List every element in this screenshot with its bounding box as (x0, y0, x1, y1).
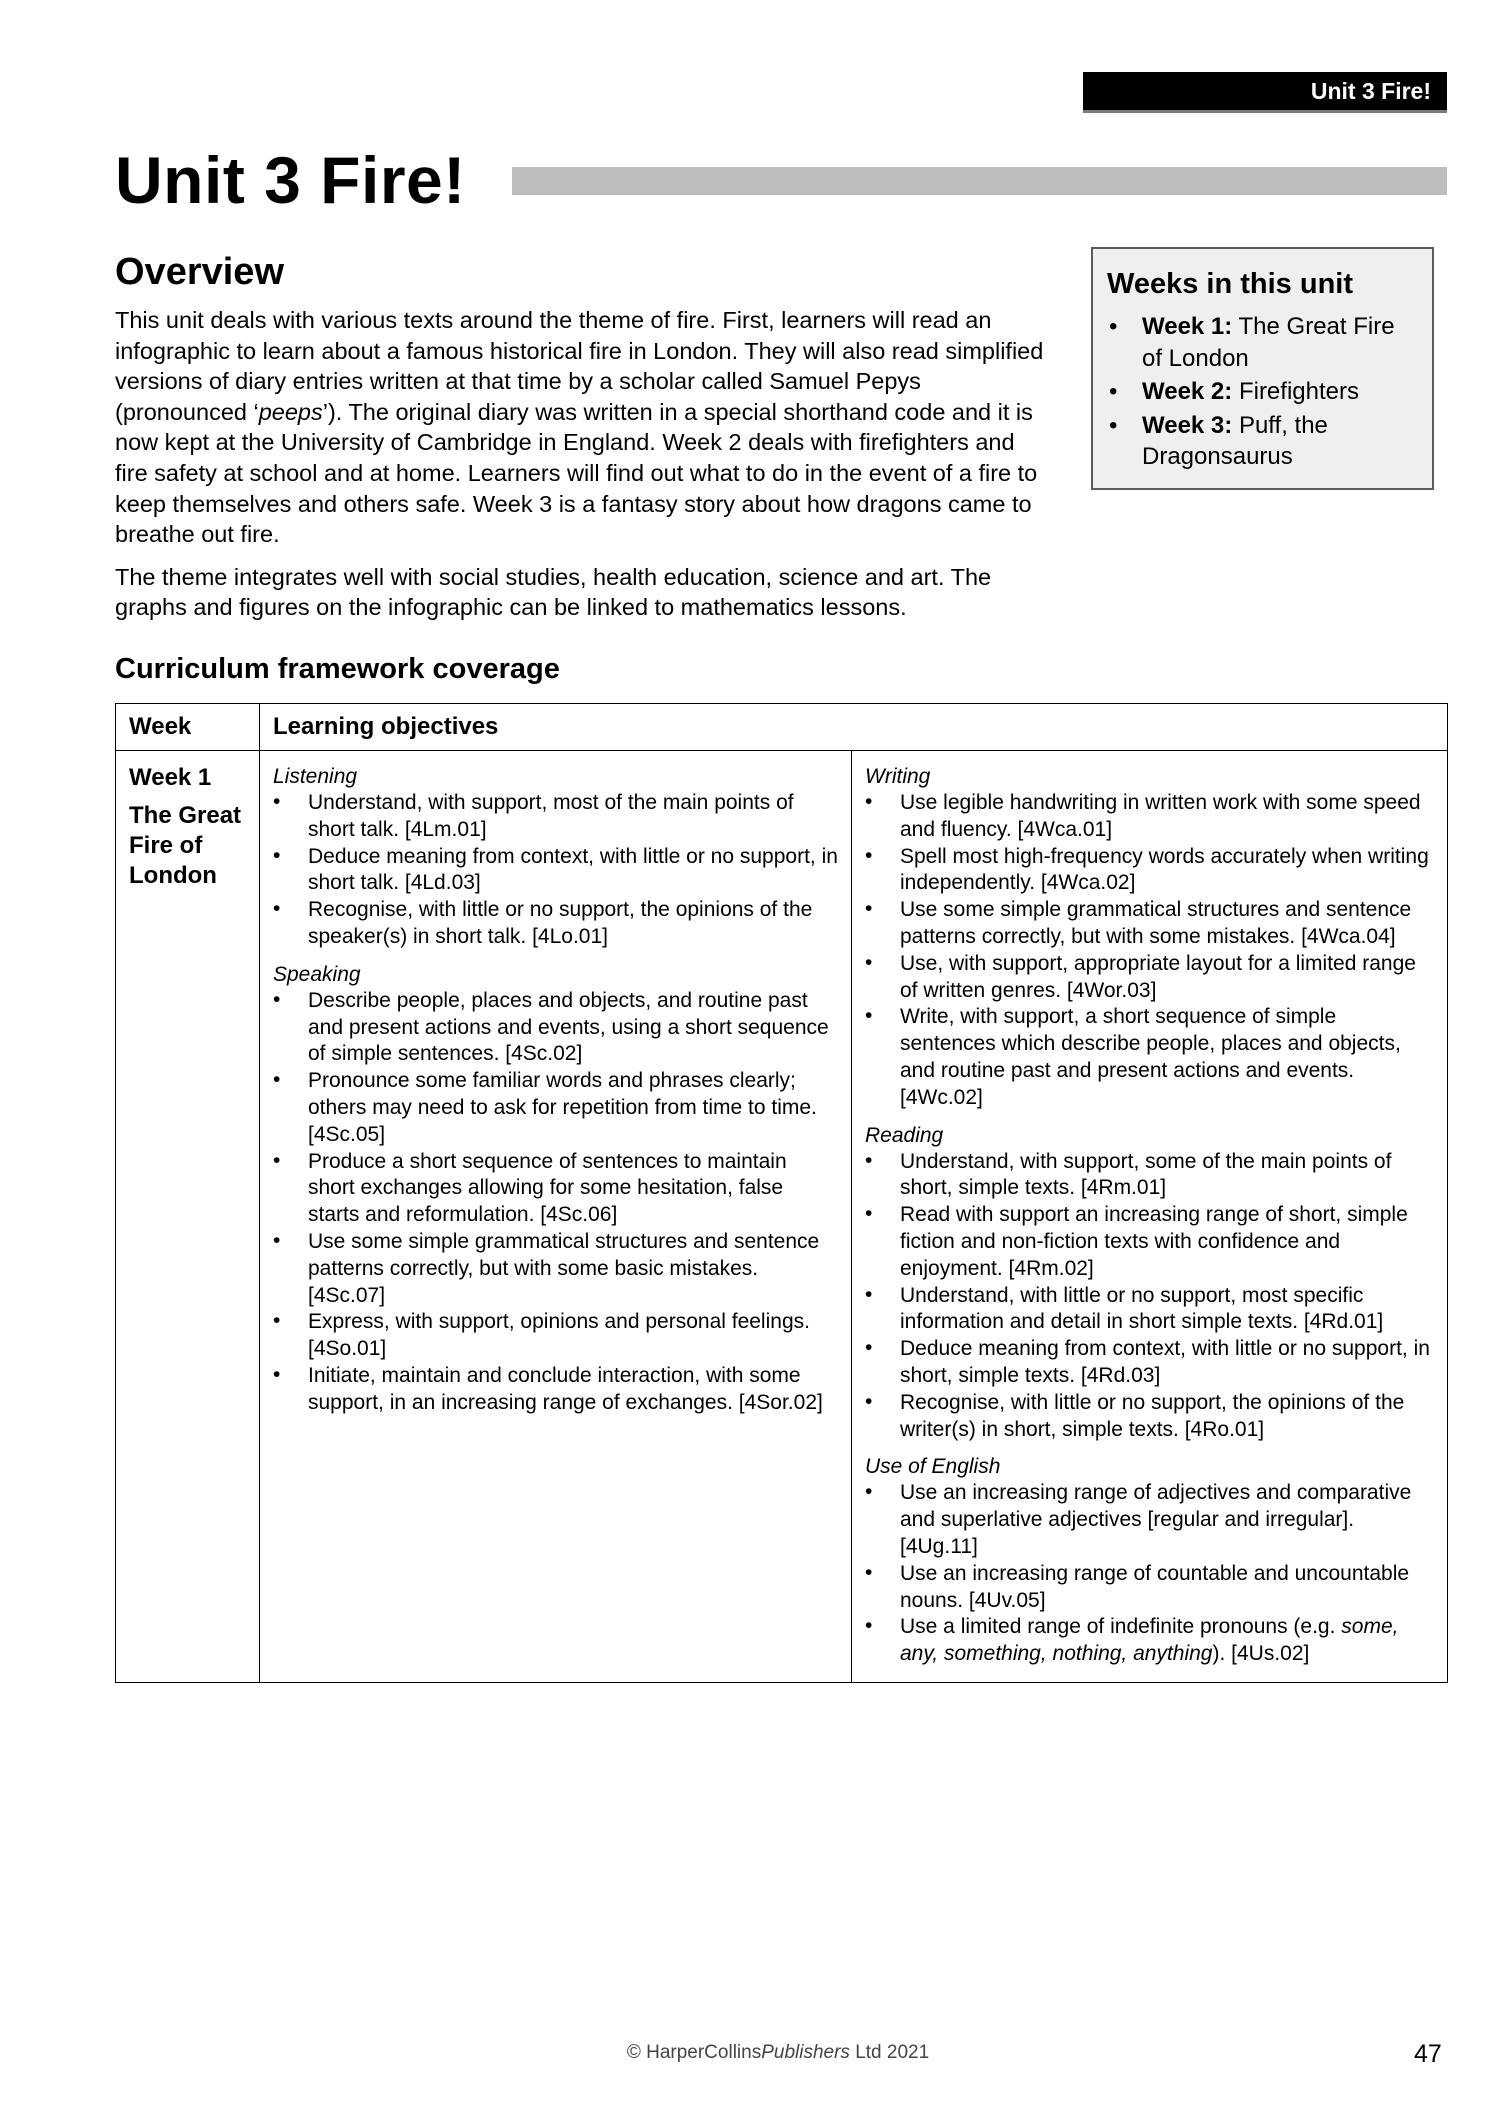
objective-item: • Use, with support, appropriate layout for a limited range of written genres. [4Wor.03] (865, 951, 1434, 1005)
objectives-left-cell (260, 751, 852, 1683)
objectives-right-cell (852, 751, 1448, 1683)
section-speaking-title: Speaking (273, 962, 361, 986)
overview-paragraph-1: This unit deals with various texts around the theme of fire. First, learners will read an infographic to learn about a famous historical fire in London. They will also read simplified versions of diary entries written at that time by a scholar called Samuel Pepys (pronounced ‘peeps’). The original diary was written in a special shorthand code and it is now kept at the University of Cambridge in England. Week 2 deals with firefighters and fire safety at school and at home. Learners will find out what to do in the event of a fire to keep themselves and others safe. Week 3 is a fantasy story about how dragons came to breathe out fire. (115, 307, 1044, 548)
objective-item: • Write, with support, a short sequence of simple sentences which describe people, places and objects, and routine past and present actions and events. [4Wc.02] (865, 1004, 1434, 1111)
week-cell (116, 751, 260, 1683)
overview-heading: Overview (115, 251, 284, 293)
objective-item: • Use some simple grammatical structures and sentence patterns correctly, but with some mistakes. [4Wca.04] (865, 897, 1434, 951)
objective-item: • Use an increasing range of countable and uncountable nouns. [4Uv.05] (865, 1561, 1434, 1615)
unit-tab-rule (1083, 110, 1447, 113)
objective-item: • Use a limited range of indefinite pronouns (e.g. some, any, something, nothing, anything). [4Us.02] (865, 1614, 1434, 1668)
section-listening-title: Listening (273, 765, 358, 788)
objective-item: • Understand, with little or no support, most specific information and detail in short simple texts. [4Rd.01] (865, 1283, 1434, 1337)
table-header-row (116, 704, 1448, 751)
weeks-box-heading: Weeks in this unit (1107, 268, 1354, 300)
objective-item: • Initiate, maintain and conclude interaction, with some support, in an increasing range of exchanges. [4Sor.02] (273, 1363, 838, 1417)
section-reading-title: Reading (865, 1123, 944, 1147)
weeks-box-item: • Week 3: Puff, the Dragonsaurus (1107, 410, 1418, 473)
copyright-footer: © HarperCollinsPublishers Ltd 2021 (626, 2042, 930, 2063)
objective-item: • Spell most high-frequency words accurately when writing independently. [4Wca.02] (865, 844, 1434, 898)
week-label: Week 1 (129, 764, 212, 791)
weeks-box-item: • Week 1: The Great Fire of London (1107, 311, 1418, 374)
unit-tab: Unit 3 Fire! (1083, 72, 1447, 110)
table-row (116, 751, 1448, 1683)
objective-item: • Use some simple grammatical structures and sentence patterns correctly, but with some basic mistakes. [4Sc.07] (273, 1229, 838, 1309)
curriculum-table (115, 703, 1448, 1683)
objective-item: • Deduce meaning from context, with little or no support, in short talk. [4Ld.03] (273, 844, 838, 898)
section-use-of-english-title: Use of English (865, 1455, 1001, 1479)
objective-item: • Recognise, with little or no support, the opinions of the writer(s) in short, simple texts. [4Ro.01] (865, 1390, 1434, 1444)
objective-item: • Deduce meaning from context, with little or no support, in short, simple texts. [4Rd.03] (865, 1336, 1434, 1390)
objective-item: • Use legible handwriting in written work with some speed and fluency. [4Wca.01] (865, 790, 1434, 844)
listening-list (273, 790, 838, 951)
column-header-objectives: Learning objectives (260, 704, 1448, 751)
objective-item: • Express, with support, opinions and personal feelings. [4So.01] (273, 1309, 838, 1363)
objective-item: • Understand, with support, some of the main points of short, simple texts. [4Rm.01] (865, 1149, 1434, 1203)
week-title: The Great Fire of London (129, 802, 242, 889)
weeks-box-item: • Week 2: Firefighters (1107, 376, 1418, 408)
objective-item: • Describe people, places and objects, and routine past and present actions and events, using a short sequence of simple sentences. [4Sc.02] (273, 988, 838, 1068)
overview-text (115, 305, 1045, 635)
objective-item: • Read with support an increasing range of short, simple fiction and non-fiction texts with confidence and enjoyment. [4Rm.02] (865, 1202, 1434, 1282)
objective-item: • Pronounce some familiar words and phrases clearly; others may need to ask for repetition from time to time. [4Sc.05] (273, 1068, 838, 1148)
writing-list (865, 790, 1434, 1112)
page-title: Unit 3 Fire! (115, 143, 466, 217)
column-header-week: Week (116, 704, 260, 751)
overview-paragraph-2: The theme integrates well with social studies, health education, science and art. The graphs and figures on the infographic can be linked to mathematics lessons. (115, 563, 992, 621)
title-decorative-bar (512, 167, 1447, 195)
page-number: 47 (1414, 2040, 1442, 2068)
curriculum-heading: Curriculum framework coverage (115, 653, 560, 685)
use-of-english-list (865, 1480, 1434, 1668)
speaking-list (273, 988, 838, 1417)
objective-item: • Produce a short sequence of sentences to maintain short exchanges allowing for some hesitation, false starts and reformulation. [4Sc.06] (273, 1149, 838, 1229)
reading-list (865, 1149, 1434, 1444)
weeks-in-unit-box (1091, 247, 1434, 490)
objective-item: • Use an increasing range of adjectives and comparative and superlative adjectives [regular and irregular]. [4Ug.11] (865, 1480, 1434, 1560)
objective-item: • Recognise, with little or no support, the opinions of the speaker(s) in short talk. [4Lo.01] (273, 897, 838, 951)
objective-item: • Understand, with support, most of the main points of short talk. [4Lm.01] (273, 790, 838, 844)
section-writing-title: Writing (865, 765, 931, 788)
